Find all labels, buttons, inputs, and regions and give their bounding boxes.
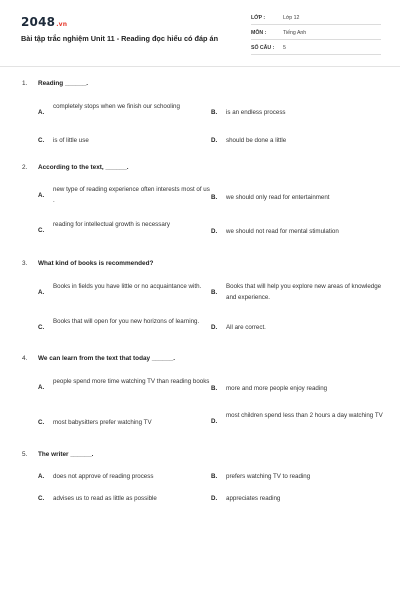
option-letter: C. [38, 495, 45, 502]
meta-label: MÔN : [251, 30, 267, 36]
document-title: Bài tập trắc nghiệm Unit 11 - Reading đọc hiểu có đáp án [21, 34, 219, 43]
option-text: completely stops when we finish our schooling [53, 103, 180, 110]
logo-text: 2048 [21, 15, 56, 29]
option-text: is of little use [53, 137, 89, 144]
option-letter: D. [211, 324, 218, 331]
option-letter: B. [211, 385, 218, 392]
option-letter: A. [38, 473, 45, 480]
option-text: we should not read for mental stimulation [226, 228, 339, 235]
option-letter: A. [38, 192, 45, 199]
question-stem [22, 258, 382, 270]
option-text: prefers watching TV to reading [226, 473, 311, 480]
option-text: reading for intellectual growth is necessary [53, 221, 170, 228]
meta-value: 5 [283, 45, 286, 51]
question-stem [22, 78, 382, 90]
option-letter: C. [38, 227, 45, 234]
option-letter: A. [38, 384, 45, 391]
option-letter: A. [38, 109, 45, 116]
option-text: All are correct. [226, 324, 266, 331]
question-2 [22, 162, 382, 235]
option-text: should be done a little [226, 137, 287, 144]
question-stem [22, 353, 382, 365]
option-letter: D. [211, 418, 218, 425]
question-1 [22, 78, 382, 144]
meta-label: LỚP : [251, 15, 266, 21]
option-text: we should only read for entertainment [226, 194, 330, 201]
option-text: does not approve of reading process [53, 473, 154, 480]
question-text: What kind of books is recommended? [38, 260, 154, 267]
option-text: Books that will help you explore new areas of knowledge and experience. [226, 283, 382, 301]
question-stem [22, 162, 382, 174]
question-number: 2. [22, 164, 28, 171]
question-text: According to the text, ______. [38, 164, 129, 171]
option-text: most children spend less than 2 hours a day watching TV [226, 412, 383, 419]
question-number: 4. [22, 355, 28, 362]
question-4 [22, 353, 383, 426]
option-text: new type of reading experience often interests most of us . [53, 186, 210, 204]
site-logo[interactable] [21, 15, 67, 29]
question-3 [22, 258, 382, 331]
question-text: Reading ______. [38, 80, 89, 87]
meta-question-count [251, 43, 381, 55]
worksheet-header [0, 0, 400, 64]
option-text: people spend more time watching TV than reading books [53, 378, 210, 385]
option-letter: C. [38, 419, 45, 426]
question-number: 3. [22, 260, 28, 267]
option-text: Books that will open for you new horizons of learning. [53, 318, 200, 325]
question-text: The writer ______. [38, 451, 94, 458]
option-text: is an endless process [226, 109, 286, 116]
option-letter: B. [211, 473, 218, 480]
option-letter: C. [38, 324, 45, 331]
option-letter: D. [211, 137, 218, 144]
meta-label: SỐ CÂU : [251, 45, 275, 51]
option-letter: B. [211, 289, 218, 296]
option-text: advises us to read as little as possible [53, 495, 157, 502]
option-text: Books in fields you have little or no acquaintance with. [53, 283, 202, 290]
question-number: 5. [22, 451, 28, 458]
option-letter: D. [211, 495, 218, 502]
question-number: 1. [22, 80, 28, 87]
header-divider [0, 66, 400, 67]
option-letter: B. [211, 109, 218, 116]
meta-subject [251, 28, 381, 40]
meta-grade [251, 13, 381, 25]
option-text: appreciates reading [226, 495, 281, 502]
option-text: more and more people enjoy reading [226, 385, 328, 392]
question-stem [22, 449, 382, 461]
meta-value: Tiếng Anh [283, 30, 307, 36]
meta-value: Lớp 12 [283, 15, 300, 21]
question-5 [22, 449, 382, 502]
question-text: We can learn from the text that today ______. [38, 355, 175, 362]
logo-domain-suffix: .vn [56, 21, 68, 28]
option-letter: A. [38, 289, 45, 296]
option-letter: D. [211, 228, 218, 235]
option-letter: B. [211, 194, 218, 201]
option-letter: C. [38, 137, 45, 144]
option-text: most babysitters prefer watching TV [53, 419, 152, 426]
